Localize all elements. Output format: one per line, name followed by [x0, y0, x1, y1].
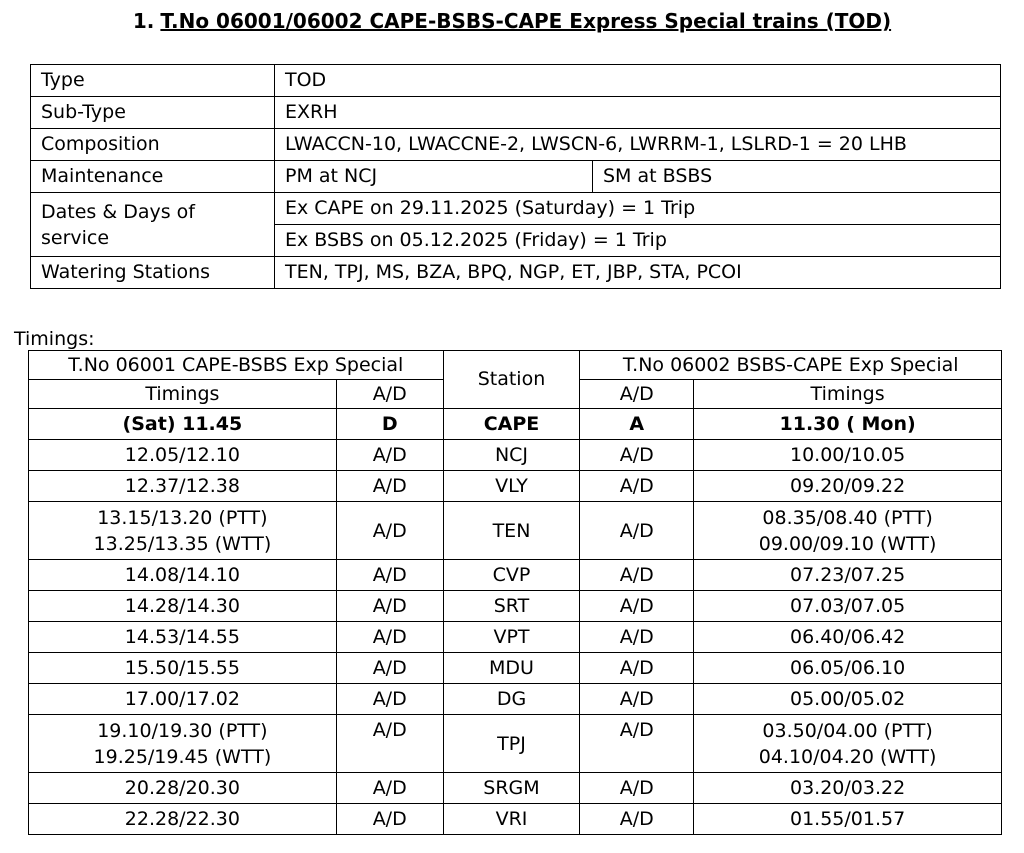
down-timing-ptt: 03.50/04.00 (PTT)	[762, 719, 933, 742]
down-ad: A/D	[580, 591, 694, 622]
station: CAPE	[443, 409, 580, 440]
up-timings-header: Timings	[29, 380, 337, 409]
type-label: Type	[31, 65, 275, 97]
up-timing: 12.05/12.10	[29, 440, 337, 471]
timetable-header-row-1	[29, 351, 1002, 380]
down-ad: A/D	[580, 440, 694, 471]
down-timing: 07.03/07.05	[694, 591, 1002, 622]
up-ad: A/D	[336, 773, 443, 804]
up-ad: A/D	[336, 502, 443, 560]
up-timing: 22.28/22.30	[29, 804, 337, 835]
down-timing-wtt: 04.10/04.20 (WTT)	[758, 745, 937, 768]
station: VLY	[443, 471, 580, 502]
down-timing: 06.40/06.42	[694, 622, 1002, 653]
down-ad: A/D	[580, 804, 694, 835]
down-timing-wtt: 09.00/09.10 (WTT)	[758, 532, 937, 555]
up-ad: A/D	[336, 684, 443, 715]
station: TEN	[443, 502, 580, 560]
station: SRT	[443, 591, 580, 622]
dates-ex-bsbs: Ex BSBS on 05.12.2025 (Friday) = 1 Trip	[275, 225, 1001, 257]
maintenance-pm: PM at NCJ	[275, 161, 593, 193]
table-row	[29, 471, 1002, 502]
down-ad-header: A/D	[580, 380, 694, 409]
dates-ex-cape: Ex CAPE on 29.11.2025 (Saturday) = 1 Trip	[275, 193, 1001, 225]
table-row	[29, 560, 1002, 591]
up-timing: 17.00/17.02	[29, 684, 337, 715]
down-ad: A/D	[580, 715, 694, 773]
station-header: Station	[443, 351, 580, 409]
down-ad: A/D	[580, 653, 694, 684]
timings-label: Timings:	[14, 328, 95, 350]
down-timing	[694, 502, 1002, 560]
composition-value: LWACCN-10, LWACCNE-2, LWSCN-6, LWRRM-1, LSLRD-1 = 20 LHB	[275, 129, 1001, 161]
down-timing: 01.55/01.57	[694, 804, 1002, 835]
up-ad: A/D	[336, 471, 443, 502]
station: MDU	[443, 653, 580, 684]
info-row-maintenance	[31, 161, 1001, 193]
type-value: TOD	[275, 65, 1001, 97]
maintenance-sm: SM at BSBS	[593, 161, 1001, 193]
station: TPJ	[443, 715, 580, 773]
up-ad: A/D	[336, 622, 443, 653]
down-timing	[694, 715, 1002, 773]
up-ad: A/D	[336, 653, 443, 684]
up-train-header: T.No 06001 CAPE-BSBS Exp Special	[29, 351, 444, 380]
info-row-composition	[31, 129, 1001, 161]
title-text: T.No 06001/06002 CAPE-BSBS-CAPE Express Special trains (TOD)	[160, 9, 892, 33]
down-ad: A/D	[580, 684, 694, 715]
subtype-label: Sub-Type	[31, 97, 275, 129]
up-timing-ptt: 13.15/13.20 (PTT)	[97, 506, 268, 529]
down-timing: 11.30 ( Mon)	[694, 409, 1002, 440]
subtype-value: EXRH	[275, 97, 1001, 129]
up-ad-header: A/D	[336, 380, 443, 409]
down-timing: 07.23/07.25	[694, 560, 1002, 591]
up-timing-wtt: 19.25/19.45 (WTT)	[93, 745, 272, 768]
up-timing: 14.08/14.10	[29, 560, 337, 591]
up-timing	[29, 502, 337, 560]
down-train-header: T.No 06002 BSBS-CAPE Exp Special	[580, 351, 1002, 380]
up-ad: A/D	[336, 560, 443, 591]
info-row-watering	[31, 257, 1001, 289]
info-row-subtype	[31, 97, 1001, 129]
up-timing: 12.37/12.38	[29, 471, 337, 502]
down-timing: 10.00/10.05	[694, 440, 1002, 471]
watering-value: TEN, TPJ, MS, BZA, BPQ, NGP, ET, JBP, STA, PCOI	[275, 257, 1001, 289]
down-timing: 09.20/09.22	[694, 471, 1002, 502]
table-row	[29, 804, 1002, 835]
up-ad: D	[336, 409, 443, 440]
table-row	[29, 773, 1002, 804]
up-ad: A/D	[336, 591, 443, 622]
table-row	[29, 591, 1002, 622]
station: SRGM	[443, 773, 580, 804]
table-row	[29, 409, 1002, 440]
down-timing: 03.20/03.22	[694, 773, 1002, 804]
info-row-dates-1	[31, 193, 1001, 225]
title-number: 1.	[132, 9, 155, 33]
table-row	[29, 622, 1002, 653]
down-ad: A/D	[580, 773, 694, 804]
page-title	[0, 8, 1024, 34]
down-ad: A/D	[580, 471, 694, 502]
table-row	[29, 502, 1002, 560]
table-row	[29, 440, 1002, 471]
info-row-type	[31, 65, 1001, 97]
up-timing-ptt: 19.10/19.30 (PTT)	[97, 719, 268, 742]
table-row	[29, 715, 1002, 773]
station: NCJ	[443, 440, 580, 471]
station: DG	[443, 684, 580, 715]
table-row	[29, 684, 1002, 715]
up-ad: A/D	[336, 804, 443, 835]
up-timing: 20.28/20.30	[29, 773, 337, 804]
down-ad: A	[580, 409, 694, 440]
station: VRI	[443, 804, 580, 835]
composition-label: Composition	[31, 129, 275, 161]
station: VPT	[443, 622, 580, 653]
train-info-table	[30, 64, 1001, 289]
up-ad: A/D	[336, 715, 443, 773]
timetable	[28, 350, 1002, 835]
up-timing: (Sat) 11.45	[29, 409, 337, 440]
station: CVP	[443, 560, 580, 591]
up-timing: 14.53/14.55	[29, 622, 337, 653]
down-ad: A/D	[580, 502, 694, 560]
up-timing: 15.50/15.55	[29, 653, 337, 684]
down-ad: A/D	[580, 560, 694, 591]
down-timing: 05.00/05.02	[694, 684, 1002, 715]
down-timings-header: Timings	[694, 380, 1002, 409]
up-timing	[29, 715, 337, 773]
up-timing: 14.28/14.30	[29, 591, 337, 622]
watering-label: Watering Stations	[31, 257, 275, 289]
down-timing: 06.05/06.10	[694, 653, 1002, 684]
up-timing-wtt: 13.25/13.35 (WTT)	[93, 532, 272, 555]
table-row	[29, 653, 1002, 684]
down-ad: A/D	[580, 622, 694, 653]
down-timing-ptt: 08.35/08.40 (PTT)	[762, 506, 933, 529]
dates-label: Dates & Days of service	[31, 193, 275, 257]
up-ad: A/D	[336, 440, 443, 471]
maintenance-label: Maintenance	[31, 161, 275, 193]
